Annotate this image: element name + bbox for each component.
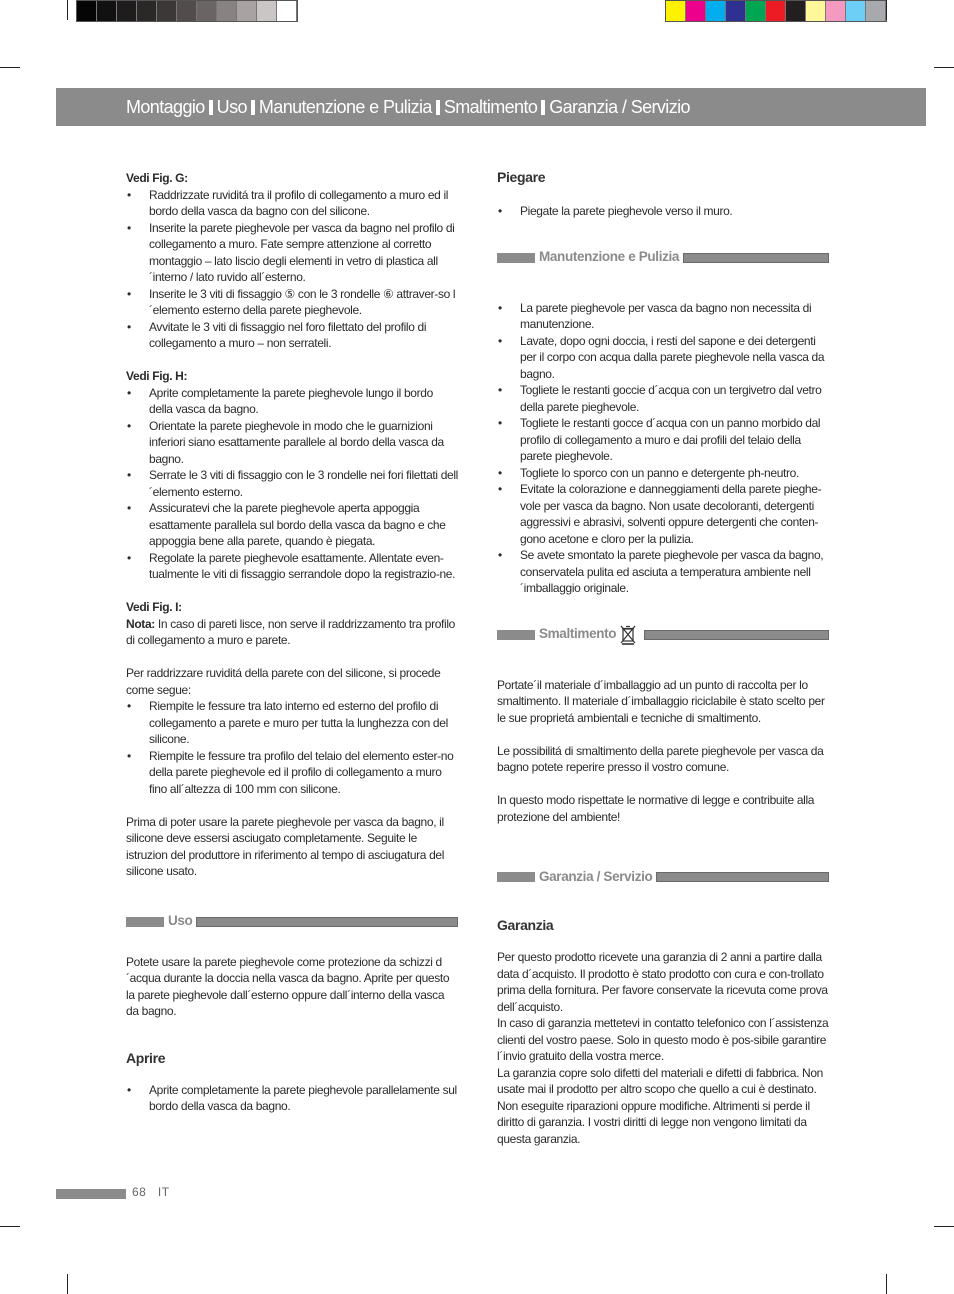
right-column [497,167,829,1147]
list-item: • Togliete lo sporco con un panno e detergente ph-neutro. [497,465,829,482]
crop-mark [67,1274,68,1294]
page-number [132,1185,170,1199]
color-swatch [846,1,866,21]
section-bar-right [196,917,458,927]
header-separator [436,100,440,115]
piegare-heading: Piegare [497,169,546,185]
crop-mark [67,0,68,20]
color-swatch [277,1,297,21]
fig-i-heading: Vedi Fig. I: [126,600,182,614]
garanzia-paragraph-1: Per questo prodotto ricevete una garanzia di 2 anni a partire dalla data d´acquisto. Il prodotto è stato prodotto con cura e con-trollato prima della fornitura. Per favore conservate la ricevuta come prova dell´acquisto. [497,950,828,1014]
smaltimento-paragraph-3: In questo modo rispettate le normative di legge e contribuite alla protezione del ambiente! [497,793,815,824]
garanzia-paragraph-3: La garanzia copre solo difetti del materiali e difetti di fabbrica. Non usate mai il prodotto per altro scopo che quello a cui è destinato. Non eseguite riparazioni oppure modifiche. Altrimenti si perde il diritto di garanzia. I vostri diritti di legge non vengono limitati da questa garanzia. [497,1065,824,1146]
color-swatch [666,1,686,21]
color-swatch [746,1,766,21]
header-item-montaggio: Montaggio [126,97,205,117]
nota-text: In caso di pareti lisce, non serve il raddrizzamento tra profilo di collegamento a muro e parete. [126,616,455,647]
crop-mark [934,1226,954,1227]
section-bar-left [497,872,535,882]
left-column [126,170,458,1115]
nota-label: Nota: [126,616,155,631]
fig-h-list [126,385,458,583]
color-swatch [806,1,826,21]
color-swatch [766,1,786,21]
color-swatch [97,1,117,21]
color-swatch [197,1,217,21]
list-item: • Orientate la parete pieghevole in modo che le guarnizioni inferiori siano esattamente parallele al bordo della vasca da bagno. [126,418,458,468]
header-separator [251,100,255,115]
page-number-value: 68 [132,1185,147,1199]
section-bar-right [683,253,829,263]
color-swatch [157,1,177,21]
piegare-list [497,203,829,220]
manutenzione-list [497,300,829,597]
color-swatch [137,1,157,21]
fig-g-list [126,187,458,352]
section-label: Smaltimento [539,626,617,642]
list-item: • Lavate, dopo ogni doccia, i resti del sapone e dei detergenti per il corpo con acqua dalla parete pieghevole nella vasca da bagno. [497,333,829,383]
color-swatch [866,1,886,21]
color-swatch [826,1,846,21]
list-item: • Aprite completamente la parete pieghevole lungo il bordo della vasca da bagno. [126,385,458,418]
list-item: • Se avete smontato la parete pieghevole per vasca da bagno, conservatela pulita ed asciuta a temperatura ambiente nell´imballaggio originale. [497,547,829,597]
aprire-heading: Aprire [126,1049,166,1066]
section-header-smaltimento [497,625,829,645]
fig-h-heading: Vedi Fig. H: [126,369,188,383]
header-item-garanzia: Garanzia / Servizio [549,97,690,117]
crop-mark [934,67,954,68]
list-item: • Serrate le 3 viti di fissaggio con le 3 rondelle nei fori filettati dell´elemento esterno. [126,467,458,500]
list-item: • Raddrizzate ruviditá tra il profilo di collegamento a muro ed il bordo della vasca da bagno con del silicone. [126,187,458,220]
list-item: • La parete pieghevole per vasca da bagno non necessita di manutenzione. [497,300,829,333]
list-item: • Togliete le restanti goccie d´acqua con un tergivetro dal vetro della parete pieghevole. [497,382,829,415]
color-swatch [686,1,706,21]
color-swatch [237,1,257,21]
header-item-uso: Uso [216,97,247,117]
list-item: • Piegate la parete pieghevole verso il muro. [497,203,829,220]
header-separator [209,100,213,115]
footer-bar [56,1189,126,1199]
smaltimento-paragraph-1: Portate´il materiale d´imballaggio ad un punto di raccolta per lo smaltimento. Il materiale d´imballaggio riciclabile è stato scelto per le sue proprietá ambientali e tecniche di smaltimento. [497,677,825,725]
header-separator [541,100,545,115]
section-label: Manutenzione e Pulizia [539,249,680,265]
crossed-bin-icon [620,625,636,645]
crop-mark [886,1274,887,1294]
list-item: • Aprite completamente la parete pieghevole parallelamente sul bordo della vasca da bagno. [126,1082,458,1115]
garanzia-paragraph-2: In caso di garanzia mettetevi in contatto telefonico con l´assistenza clienti del vostro paese. Solo in questo modo è pos-sibile garantire l´invio gratuito della vostra merce. [497,1016,829,1063]
section-label: Uso [168,913,193,929]
section-bar-left [126,917,164,927]
language-code: IT [157,1185,170,1199]
crop-mark [886,0,887,20]
list-item: • Inserite le 3 viti di fissaggio ⑤ con le 3 rondelle ⑥ attraver-so l´elemento esterno della parete pieghevole. [126,286,458,319]
section-bar-right [644,630,829,640]
section-bar-right [656,872,829,882]
uso-paragraph: Potete usare la parete pieghevole come protezione da schizzi d´acqua durante la doccia nella vasca da bagno. Aprite per questo la parete pieghevole dall´esterno oppure dall´interno della vasca da bagno. [126,954,450,1018]
grayscale-swatch-bar [76,0,298,22]
list-item: • Assicuratevi che la parete pieghevole aperta appoggia esattamente parallela sul bordo della vasca da bagno e che appoggia bene alla parete, quando è piegata. [126,500,458,550]
color-swatch [117,1,137,21]
color-swatch [726,1,746,21]
section-header-garanzia [497,867,829,887]
list-item: • Riempite le fessure tra lato interno ed esterno del profilo di collegamento a parete e muro per tutta la lunghezza con del silicone. [126,698,458,748]
color-swatch [786,1,806,21]
crop-mark [0,1226,20,1227]
section-bar-left [497,630,535,640]
list-item: • Togliete le restanti gocce d´acqua con un panno morbido dal profilo di collegamento a muro e dai profili del telaio della parete pieghevole. [497,415,829,465]
list-item: • Evitate la colorazione e danneggiamenti della parete pieghe-vole per vasca da bagno. Non usate decoloranti, detergenti aggressivi e abrasivi, solventi oppure detergenti che conten-gono acetone e cloro per la pulizia. [497,481,829,547]
list-item: • Regolate la parete pieghevole esattamente. Allentate even-tualmente le viti di fissaggio serrandole dopo la registrazio-ne. [126,550,458,583]
crop-mark [0,67,20,68]
color-swatch [177,1,197,21]
color-swatch [77,1,97,21]
header-item-manutenzione: Manutenzione e Pulizia [258,97,432,117]
header-item-smaltimento: Smaltimento [443,97,538,117]
nota-paragraph [126,616,458,649]
section-header-manutenzione [497,248,829,268]
list-item: • Inserite la parete pieghevole per vasca da bagno nel profilo di collegamento a muro. Fate sempre attenzione al corretto montaggio – lato liscio degli elementi in vetro di plastica all´interno / lato ruvido all´esterno. [126,220,458,286]
silicone-intro: Per raddrizzare ruviditá della parete con del silicone, si procede come segue: [126,666,441,697]
section-header-uso [126,912,458,932]
aprire-list [126,1082,458,1115]
garanzia-heading: Garanzia [497,917,554,933]
fig-g-heading: Vedi Fig. G: [126,171,188,185]
silicone-list [126,698,458,797]
process-color-swatch-bar [665,0,887,22]
section-label: Garanzia / Servizio [539,868,653,884]
smaltimento-paragraph-2: Le possibilitá di smaltimento della parete pieghevole per vasca da bagno potete reperire presso il vostro comune. [497,743,824,774]
list-item: • Riempite le fessure tra profilo del telaio del elemento ester-no della parete pieghevole ed il profilo di collegamento a muro fino all´altezza di 100 mm con silicone. [126,748,458,798]
color-swatch [706,1,726,21]
color-swatch [217,1,237,21]
color-swatch [257,1,277,21]
list-item: • Avvitate le 3 viti di fissaggio nel foro filettato del profilo di collegamento a muro – non serrateli. [126,319,458,352]
section-bar-left [497,253,535,263]
chapter-navigation-band [56,88,926,126]
silicone-note: Prima di poter usare la parete pieghevole per vasca da bagno, il silicone deve essersi asciugato completamente. Seguite le istruzion del produttore in riferimento al tempo di asciugatura del silicone usato. [126,814,445,878]
